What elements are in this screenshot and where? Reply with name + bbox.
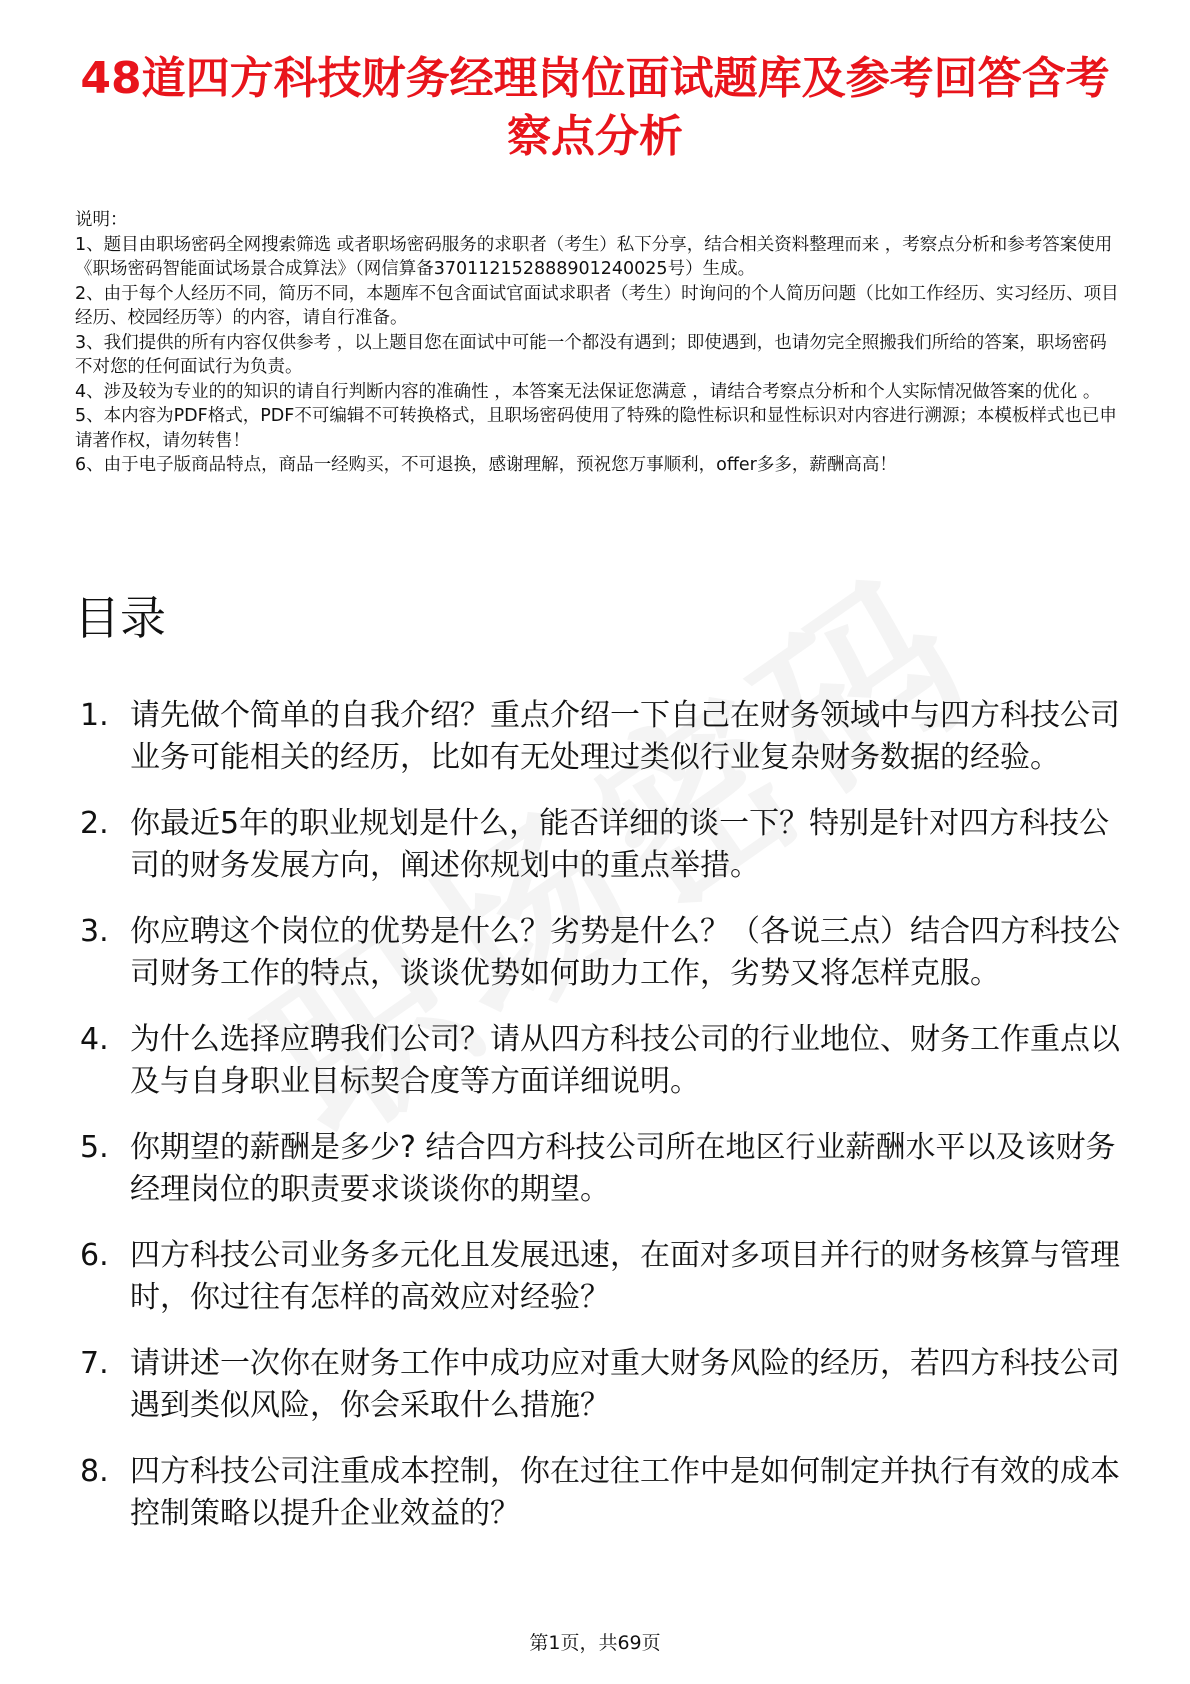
toc-heading: 目录 (74, 591, 166, 645)
toc-item-7[interactable] (80, 1343, 1130, 1427)
toc-item-2[interactable] (80, 803, 1130, 887)
toc-item-text: 四方科技公司业务多元化且发展迅速，在面对多项目并行的财务核算与管理时，你过往有怎样的高效应对经验？ (130, 1238, 1120, 1315)
toc-item-text: 你最近5年的职业规划是什么，能否详细的谈一下？特别是针对四方科技公司的财务发展方向，阐述你规划中的重点举措。 (130, 806, 1110, 883)
toc-item-number: 3. (80, 914, 109, 949)
toc-item-number: 7. (80, 1346, 109, 1381)
toc-item-6[interactable] (80, 1235, 1130, 1319)
document-title: 48道四方科技财务经理岗位面试题库及参考回答含考察点分析 (80, 53, 1110, 162)
note-item: 5、本内容为PDF格式，PDF不可编辑不可转换格式，且职场密码使用了特殊的隐性标识和显性标识对内容进行溯源；本模板样式也已申请著作权，请勿转售！ (75, 406, 1117, 451)
toc-item-4[interactable] (80, 1019, 1130, 1103)
note-item: 1、题目由职场密码全网搜索筛选 或者职场密码服务的求职者（考生）私下分享，结合相关资料整理而来 ，考察点分析和参考答案使用《职场密码智能面试场景合成算法》（网信算备370112152888901240025号）生成。 (75, 234, 1113, 279)
note-item: 2、由于每个人经历不同，简历不同，本题库不包含面试官面试求职者（考生）时询问的个人简历问题（比如工作经历、实习经历、项目经历、校园经历等）的内容，请自行准备。 (75, 283, 1119, 328)
toc-item-text: 请先做个简单的自我介绍？重点介绍一下自己在财务领域中与四方科技公司业务可能相关的经历，比如有无处理过类似行业复杂财务数据的经验。 (130, 698, 1120, 775)
toc-item-text: 你应聘这个岗位的优势是什么？劣势是什么？（各说三点）结合四方科技公司财务工作的特点，谈谈优势如何助力工作，劣势又将怎样克服。 (130, 914, 1120, 991)
toc-item-5[interactable] (80, 1127, 1130, 1211)
note-item: 6、由于电子版商品特点，商品一经购买，不可退换，感谢理解，预祝您万事顺利，offer多多，薪酬高高！ (75, 455, 897, 475)
toc-item-number: 2. (80, 806, 109, 841)
toc-item-text: 为什么选择应聘我们公司？请从四方科技公司的行业地位、财务工作重点以及与自身职业目标契合度等方面详细说明。 (130, 1022, 1120, 1099)
toc-item-number: 8. (80, 1454, 109, 1489)
toc-item-text: 你期望的薪酬是多少? 结合四方科技公司所在地区行业薪酬水平以及该财务经理岗位的职责要求谈谈你的期望。 (130, 1130, 1116, 1207)
toc-item-text: 四方科技公司注重成本控制，你在过往工作中是如何制定并执行有效的成本控制策略以提升企业效益的？ (130, 1454, 1120, 1531)
toc-item-number: 4. (80, 1022, 109, 1057)
toc-item-text: 请讲述一次你在财务工作中成功应对重大财务风险的经历，若四方科技公司遇到类似风险，你会采取什么措施？ (130, 1346, 1120, 1423)
toc-list (80, 695, 1130, 1559)
toc-item-8[interactable] (80, 1451, 1130, 1535)
note-item: 3、我们提供的所有内容仅供参考 ，以上题目您在面试中可能一个都没有遇到；即使遇到，也请勿完全照搬我们所给的答案，职场密码不对您的任何面试行为负责。 (75, 332, 1107, 377)
toc-item-1[interactable] (80, 695, 1130, 779)
notes-heading: 说明： (75, 210, 128, 230)
toc-item-number: 1. (80, 698, 109, 733)
toc-item-number: 6. (80, 1238, 109, 1273)
note-item: 4、涉及较为专业的的知识的请自行判断内容的准确性 ，本答案无法保证您满意 ，请结合考察点分析和个人实际情况做答案的优化 。 (75, 381, 1101, 402)
toc-item-number: 5. (80, 1130, 109, 1165)
toc-item-3[interactable] (80, 911, 1130, 995)
notes-section (75, 208, 1120, 478)
page-number: 第1页，共69页 (529, 1632, 661, 1654)
